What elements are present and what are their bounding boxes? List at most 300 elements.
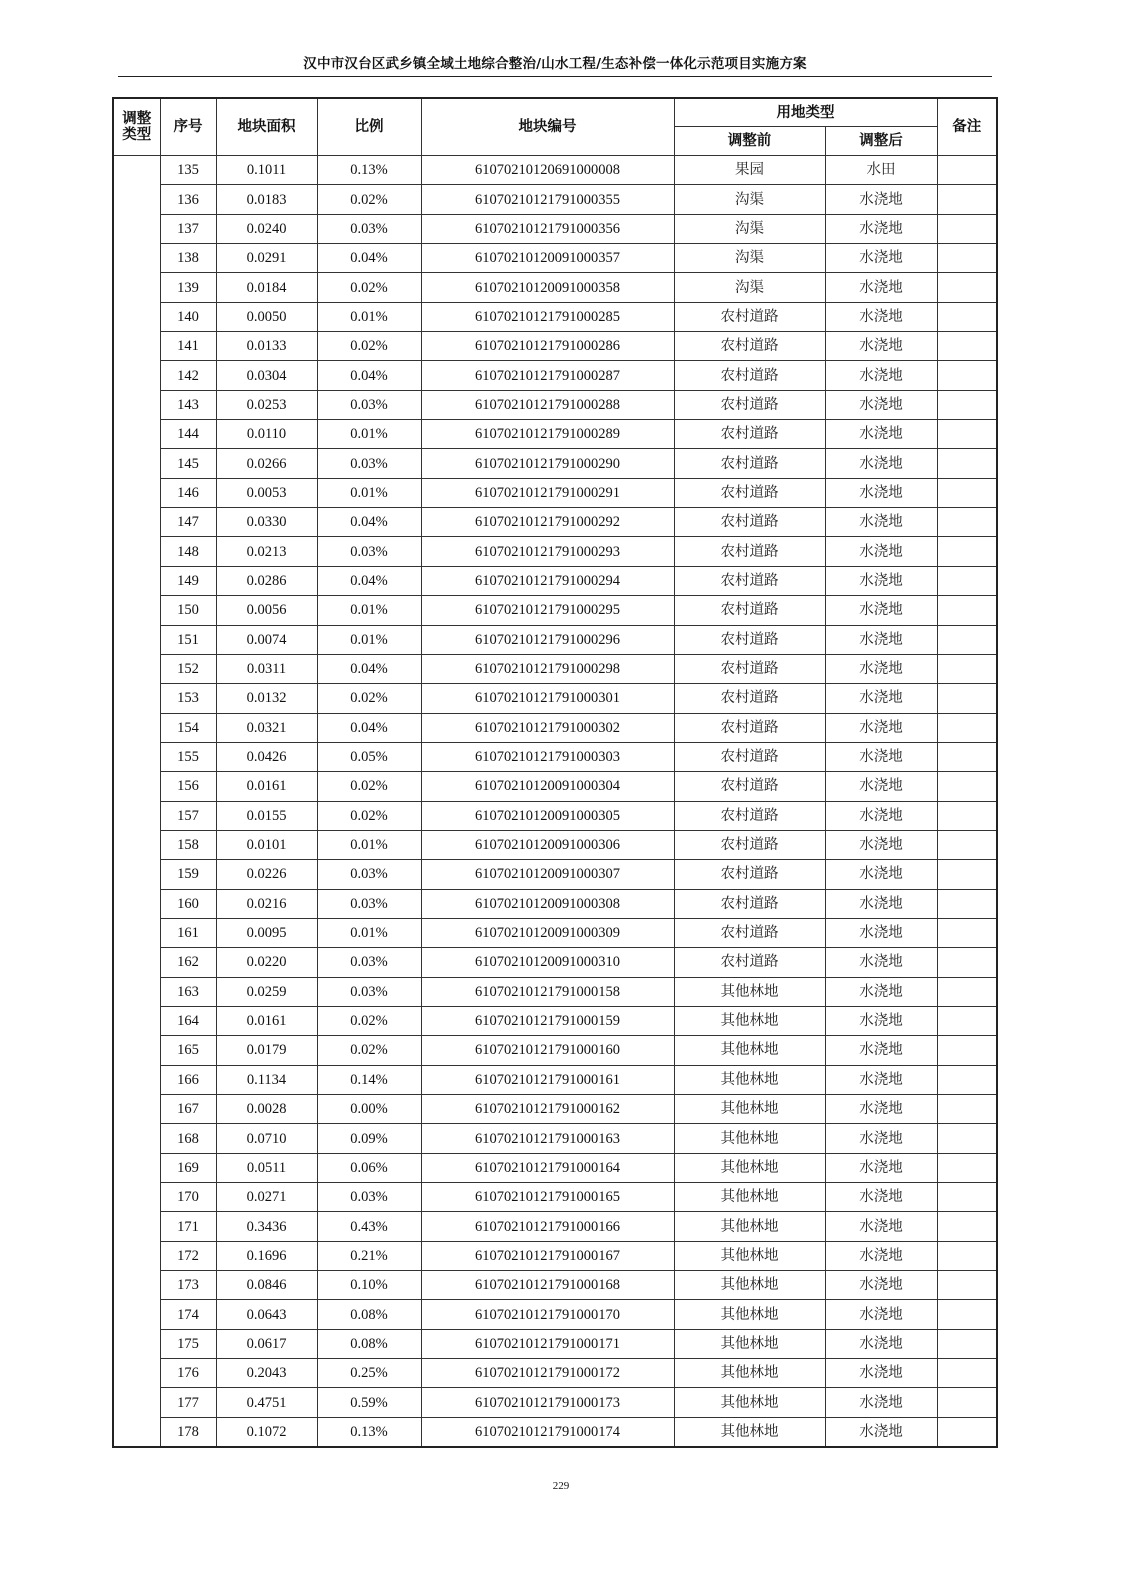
ratio-cell: 0.03%: [317, 214, 421, 243]
remarks-cell: [937, 1212, 997, 1241]
table-row: [113, 1212, 997, 1241]
parcel-id-cell: 61070210120091000358: [421, 273, 674, 302]
header-adjust-type-line1: 调整: [122, 111, 152, 127]
after-type-cell: 水浇地: [825, 948, 937, 977]
remarks-cell: [937, 948, 997, 977]
after-type-cell: 水浇地: [825, 1300, 937, 1329]
after-type-cell: 水浇地: [825, 1124, 937, 1153]
page-header-title: 汉中市汉台区武乡镇全域土地综合整治/山水工程/生态补偿一体化示范项目实施方案: [303, 56, 807, 72]
header-adjust-type: [113, 98, 160, 156]
ratio-cell: 0.02%: [317, 1006, 421, 1035]
seq-cell: 136: [160, 185, 216, 214]
seq-cell: 178: [160, 1417, 216, 1447]
after-type-cell: 水浇地: [825, 214, 937, 243]
after-type-cell: 水浇地: [825, 1271, 937, 1300]
seq-cell: 137: [160, 214, 216, 243]
before-type-cell: 农村道路: [674, 566, 825, 595]
remarks-cell: [937, 860, 997, 889]
ratio-cell: 0.01%: [317, 302, 421, 331]
table-row: [113, 860, 997, 889]
seq-cell: 164: [160, 1006, 216, 1035]
after-type-cell: 水浇地: [825, 1329, 937, 1358]
remarks-cell: [937, 918, 997, 947]
area-cell: 0.0053: [216, 478, 317, 507]
parcel-id-cell: 61070210121791000285: [421, 302, 674, 331]
remarks-cell: [937, 830, 997, 859]
table-row: [113, 889, 997, 918]
area-cell: 0.0184: [216, 273, 317, 302]
after-type-cell: 水浇地: [825, 537, 937, 566]
before-type-cell: 农村道路: [674, 830, 825, 859]
parcel-id-cell: 61070210121791000165: [421, 1183, 674, 1212]
after-type-cell: 水浇地: [825, 684, 937, 713]
remarks-cell: [937, 449, 997, 478]
parcel-id-cell: 61070210121791000303: [421, 742, 674, 771]
after-type-cell: 水浇地: [825, 1183, 937, 1212]
before-type-cell: 农村道路: [674, 772, 825, 801]
table-row: [113, 1124, 997, 1153]
seq-cell: 140: [160, 302, 216, 331]
remarks-cell: [937, 1095, 997, 1124]
table-row: [113, 537, 997, 566]
ratio-cell: 0.13%: [317, 156, 421, 185]
area-cell: 0.0291: [216, 244, 317, 273]
parcel-id-cell: 61070210121791000296: [421, 625, 674, 654]
table-row: [113, 830, 997, 859]
seq-cell: 168: [160, 1124, 216, 1153]
ratio-cell: 0.04%: [317, 654, 421, 683]
before-type-cell: 其他林地: [674, 1271, 825, 1300]
after-type-cell: 水浇地: [825, 801, 937, 830]
before-type-cell: 农村道路: [674, 332, 825, 361]
area-cell: 0.0710: [216, 1124, 317, 1153]
ratio-cell: 0.08%: [317, 1300, 421, 1329]
remarks-cell: [937, 508, 997, 537]
seq-cell: 173: [160, 1271, 216, 1300]
seq-cell: 171: [160, 1212, 216, 1241]
after-type-cell: 水浇地: [825, 625, 937, 654]
seq-cell: 175: [160, 1329, 216, 1358]
before-type-cell: 其他林地: [674, 1417, 825, 1447]
remarks-cell: [937, 801, 997, 830]
seq-cell: 158: [160, 830, 216, 859]
seq-cell: 177: [160, 1388, 216, 1417]
remarks-cell: [937, 302, 997, 331]
area-cell: 0.0110: [216, 420, 317, 449]
after-type-cell: 水浇地: [825, 1212, 937, 1241]
seq-cell: 167: [160, 1095, 216, 1124]
after-type-cell: 水浇地: [825, 772, 937, 801]
area-cell: 0.0226: [216, 860, 317, 889]
remarks-cell: [937, 1300, 997, 1329]
remarks-cell: [937, 566, 997, 595]
ratio-cell: 0.43%: [317, 1212, 421, 1241]
ratio-cell: 0.03%: [317, 860, 421, 889]
after-type-cell: 水浇地: [825, 1241, 937, 1270]
area-cell: 0.0133: [216, 332, 317, 361]
ratio-cell: 0.03%: [317, 449, 421, 478]
parcel-id-cell: 61070210121791000301: [421, 684, 674, 713]
before-type-cell: 其他林地: [674, 1036, 825, 1065]
parcel-id-cell: 61070210120091000308: [421, 889, 674, 918]
parcel-id-cell: 61070210121791000292: [421, 508, 674, 537]
seq-cell: 143: [160, 390, 216, 419]
remarks-cell: [937, 1241, 997, 1270]
header-after: 调整后: [825, 127, 937, 156]
after-type-cell: 水浇地: [825, 449, 937, 478]
parcel-id-cell: 61070210121791000294: [421, 566, 674, 595]
table-row: [113, 596, 997, 625]
ratio-cell: 0.01%: [317, 478, 421, 507]
ratio-cell: 0.03%: [317, 537, 421, 566]
ratio-cell: 0.08%: [317, 1329, 421, 1358]
after-type-cell: 水浇地: [825, 273, 937, 302]
remarks-cell: [937, 478, 997, 507]
after-type-cell: 水浇地: [825, 361, 937, 390]
table-row: [113, 1417, 997, 1447]
area-cell: 0.0056: [216, 596, 317, 625]
area-cell: 0.0050: [216, 302, 317, 331]
ratio-cell: 0.04%: [317, 361, 421, 390]
after-type-cell: 水田: [825, 156, 937, 185]
before-type-cell: 农村道路: [674, 889, 825, 918]
adjust-type-cell: [113, 156, 160, 1448]
area-cell: 0.0259: [216, 977, 317, 1006]
area-cell: 0.0074: [216, 625, 317, 654]
ratio-cell: 0.04%: [317, 244, 421, 273]
before-type-cell: 其他林地: [674, 1006, 825, 1035]
remarks-cell: [937, 742, 997, 771]
remarks-cell: [937, 214, 997, 243]
area-cell: 0.0426: [216, 742, 317, 771]
area-cell: 0.0511: [216, 1153, 317, 1182]
area-cell: 0.0220: [216, 948, 317, 977]
before-type-cell: 其他林地: [674, 1124, 825, 1153]
before-type-cell: 其他林地: [674, 1183, 825, 1212]
ratio-cell: 0.21%: [317, 1241, 421, 1270]
parcel-id-cell: 61070210121791000160: [421, 1036, 674, 1065]
ratio-cell: 0.02%: [317, 273, 421, 302]
area-cell: 0.0028: [216, 1095, 317, 1124]
seq-cell: 174: [160, 1300, 216, 1329]
parcel-id-cell: 61070210120091000304: [421, 772, 674, 801]
ratio-cell: 0.03%: [317, 977, 421, 1006]
seq-cell: 172: [160, 1241, 216, 1270]
seq-cell: 160: [160, 889, 216, 918]
before-type-cell: 农村道路: [674, 684, 825, 713]
area-cell: 0.0095: [216, 918, 317, 947]
parcel-id-cell: 61070210121791000173: [421, 1388, 674, 1417]
ratio-cell: 0.04%: [317, 508, 421, 537]
table-row: [113, 1359, 997, 1388]
header-parcel-id: 地块编号: [421, 98, 674, 156]
before-type-cell: 农村道路: [674, 449, 825, 478]
parcel-id-cell: 61070210121791000166: [421, 1212, 674, 1241]
remarks-cell: [937, 1417, 997, 1447]
remarks-cell: [937, 420, 997, 449]
table-row: [113, 185, 997, 214]
after-type-cell: 水浇地: [825, 1095, 937, 1124]
before-type-cell: 其他林地: [674, 1329, 825, 1358]
area-cell: 0.0846: [216, 1271, 317, 1300]
header-remarks: 备注: [937, 98, 997, 156]
remarks-cell: [937, 156, 997, 185]
before-type-cell: 农村道路: [674, 948, 825, 977]
seq-cell: 157: [160, 801, 216, 830]
after-type-cell: 水浇地: [825, 478, 937, 507]
seq-cell: 139: [160, 273, 216, 302]
remarks-cell: [937, 772, 997, 801]
remarks-cell: [937, 361, 997, 390]
before-type-cell: 农村道路: [674, 625, 825, 654]
table-row: [113, 1065, 997, 1094]
parcel-id-cell: 61070210121791000174: [421, 1417, 674, 1447]
table-row: [113, 1006, 997, 1035]
area-cell: 0.0216: [216, 889, 317, 918]
area-cell: 0.2043: [216, 1359, 317, 1388]
parcel-id-cell: 61070210121791000171: [421, 1329, 674, 1358]
ratio-cell: 0.25%: [317, 1359, 421, 1388]
before-type-cell: 农村道路: [674, 537, 825, 566]
area-cell: 0.0643: [216, 1300, 317, 1329]
table-body: [113, 156, 997, 1448]
after-type-cell: 水浇地: [825, 1417, 937, 1447]
parcel-id-cell: 61070210121791000355: [421, 185, 674, 214]
ratio-cell: 0.03%: [317, 1183, 421, 1212]
table-row: [113, 302, 997, 331]
table-row: [113, 1300, 997, 1329]
parcel-id-cell: 61070210121791000287: [421, 361, 674, 390]
after-type-cell: 水浇地: [825, 654, 937, 683]
after-type-cell: 水浇地: [825, 332, 937, 361]
ratio-cell: 0.00%: [317, 1095, 421, 1124]
before-type-cell: 农村道路: [674, 596, 825, 625]
area-cell: 0.0330: [216, 508, 317, 537]
table-row: [113, 361, 997, 390]
table-row: [113, 244, 997, 273]
parcel-id-cell: 61070210121791000290: [421, 449, 674, 478]
remarks-cell: [937, 684, 997, 713]
table-row: [113, 742, 997, 771]
area-cell: 0.1072: [216, 1417, 317, 1447]
ratio-cell: 0.09%: [317, 1124, 421, 1153]
table-row: [113, 713, 997, 742]
ratio-cell: 0.02%: [317, 772, 421, 801]
after-type-cell: 水浇地: [825, 1153, 937, 1182]
area-cell: 0.3436: [216, 1212, 317, 1241]
table-row: [113, 654, 997, 683]
ratio-cell: 0.02%: [317, 1036, 421, 1065]
before-type-cell: 农村道路: [674, 508, 825, 537]
ratio-cell: 0.01%: [317, 830, 421, 859]
ratio-cell: 0.03%: [317, 889, 421, 918]
after-type-cell: 水浇地: [825, 860, 937, 889]
after-type-cell: 水浇地: [825, 420, 937, 449]
ratio-cell: 0.03%: [317, 948, 421, 977]
table-row: [113, 918, 997, 947]
parcel-id-cell: 61070210121791000161: [421, 1065, 674, 1094]
seq-cell: 170: [160, 1183, 216, 1212]
header-adjust-type-line2: 类型: [122, 127, 152, 143]
area-cell: 0.0321: [216, 713, 317, 742]
area-cell: 0.1011: [216, 156, 317, 185]
table-row: [113, 801, 997, 830]
before-type-cell: 其他林地: [674, 1095, 825, 1124]
after-type-cell: 水浇地: [825, 713, 937, 742]
ratio-cell: 0.59%: [317, 1388, 421, 1417]
area-cell: 0.1134: [216, 1065, 317, 1094]
ratio-cell: 0.01%: [317, 625, 421, 654]
table-row: [113, 420, 997, 449]
remarks-cell: [937, 1065, 997, 1094]
table-row: [113, 214, 997, 243]
area-cell: 0.0304: [216, 361, 317, 390]
before-type-cell: 其他林地: [674, 977, 825, 1006]
ratio-cell: 0.01%: [317, 420, 421, 449]
area-cell: 0.0161: [216, 772, 317, 801]
parcel-id-cell: 61070210120091000309: [421, 918, 674, 947]
parcel-id-cell: 61070210121791000162: [421, 1095, 674, 1124]
remarks-cell: [937, 713, 997, 742]
seq-cell: 135: [160, 156, 216, 185]
before-type-cell: 沟渠: [674, 214, 825, 243]
seq-cell: 145: [160, 449, 216, 478]
parcel-id-cell: 61070210121791000295: [421, 596, 674, 625]
parcel-id-cell: 61070210120091000306: [421, 830, 674, 859]
ratio-cell: 0.06%: [317, 1153, 421, 1182]
before-type-cell: 其他林地: [674, 1300, 825, 1329]
after-type-cell: 水浇地: [825, 1006, 937, 1035]
seq-cell: 138: [160, 244, 216, 273]
table-row: [113, 332, 997, 361]
after-type-cell: 水浇地: [825, 1065, 937, 1094]
remarks-cell: [937, 596, 997, 625]
before-type-cell: 沟渠: [674, 185, 825, 214]
table-row: [113, 1388, 997, 1417]
after-type-cell: 水浇地: [825, 977, 937, 1006]
table-row: [113, 1241, 997, 1270]
area-cell: 0.0266: [216, 449, 317, 478]
after-type-cell: 水浇地: [825, 1388, 937, 1417]
area-cell: 0.0101: [216, 830, 317, 859]
parcel-id-cell: 61070210121791000168: [421, 1271, 674, 1300]
ratio-cell: 0.01%: [317, 596, 421, 625]
parcel-id-cell: 61070210120091000307: [421, 860, 674, 889]
ratio-cell: 0.04%: [317, 713, 421, 742]
table-row: [113, 1183, 997, 1212]
table-row: [113, 156, 997, 185]
area-cell: 0.0253: [216, 390, 317, 419]
remarks-cell: [937, 1036, 997, 1065]
ratio-cell: 0.05%: [317, 742, 421, 771]
remarks-cell: [937, 1329, 997, 1358]
after-type-cell: 水浇地: [825, 566, 937, 595]
area-cell: 0.0183: [216, 185, 317, 214]
ratio-cell: 0.14%: [317, 1065, 421, 1094]
area-cell: 0.0155: [216, 801, 317, 830]
table-row: [113, 566, 997, 595]
seq-cell: 159: [160, 860, 216, 889]
seq-cell: 141: [160, 332, 216, 361]
parcel-id-cell: 61070210121791000291: [421, 478, 674, 507]
remarks-cell: [937, 1006, 997, 1035]
remarks-cell: [937, 1124, 997, 1153]
remarks-cell: [937, 654, 997, 683]
remarks-cell: [937, 390, 997, 419]
parcel-id-cell: 61070210121791000286: [421, 332, 674, 361]
header-seq: 序号: [160, 98, 216, 156]
remarks-cell: [937, 1153, 997, 1182]
table-row: [113, 449, 997, 478]
after-type-cell: 水浇地: [825, 390, 937, 419]
ratio-cell: 0.03%: [317, 390, 421, 419]
after-type-cell: 水浇地: [825, 1036, 937, 1065]
remarks-cell: [937, 185, 997, 214]
before-type-cell: 农村道路: [674, 478, 825, 507]
parcel-id-cell: 61070210121791000302: [421, 713, 674, 742]
before-type-cell: 其他林地: [674, 1359, 825, 1388]
before-type-cell: 农村道路: [674, 860, 825, 889]
remarks-cell: [937, 977, 997, 1006]
before-type-cell: 农村道路: [674, 801, 825, 830]
header-land-use-type: 用地类型: [674, 98, 937, 127]
seq-cell: 162: [160, 948, 216, 977]
seq-cell: 156: [160, 772, 216, 801]
seq-cell: 146: [160, 478, 216, 507]
before-type-cell: 农村道路: [674, 713, 825, 742]
ratio-cell: 0.04%: [317, 566, 421, 595]
table-row: [113, 1036, 997, 1065]
parcel-id-cell: 61070210121791000164: [421, 1153, 674, 1182]
before-type-cell: 农村道路: [674, 361, 825, 390]
table-row: [113, 948, 997, 977]
area-cell: 0.0132: [216, 684, 317, 713]
area-cell: 0.0179: [216, 1036, 317, 1065]
before-type-cell: 其他林地: [674, 1212, 825, 1241]
after-type-cell: 水浇地: [825, 918, 937, 947]
seq-cell: 155: [160, 742, 216, 771]
parcel-id-cell: 61070210120691000008: [421, 156, 674, 185]
before-type-cell: 其他林地: [674, 1065, 825, 1094]
ratio-cell: 0.02%: [317, 185, 421, 214]
ratio-cell: 0.10%: [317, 1271, 421, 1300]
seq-cell: 142: [160, 361, 216, 390]
after-type-cell: 水浇地: [825, 742, 937, 771]
ratio-cell: 0.13%: [317, 1417, 421, 1447]
header-area: 地块面积: [216, 98, 317, 156]
before-type-cell: 其他林地: [674, 1241, 825, 1270]
seq-cell: 153: [160, 684, 216, 713]
ratio-cell: 0.02%: [317, 332, 421, 361]
remarks-cell: [937, 332, 997, 361]
parcel-id-cell: 61070210121791000172: [421, 1359, 674, 1388]
seq-cell: 150: [160, 596, 216, 625]
remarks-cell: [937, 1271, 997, 1300]
table-row: [113, 1329, 997, 1358]
area-cell: 0.4751: [216, 1388, 317, 1417]
parcel-id-cell: 61070210120091000357: [421, 244, 674, 273]
parcel-id-cell: 61070210121791000163: [421, 1124, 674, 1153]
before-type-cell: 农村道路: [674, 918, 825, 947]
parcel-id-cell: 61070210121791000293: [421, 537, 674, 566]
parcel-id-cell: 61070210121791000356: [421, 214, 674, 243]
seq-cell: 148: [160, 537, 216, 566]
land-adjustment-table: [112, 97, 998, 1448]
table-row: [113, 508, 997, 537]
remarks-cell: [937, 625, 997, 654]
parcel-id-cell: 61070210120091000310: [421, 948, 674, 977]
after-type-cell: 水浇地: [825, 185, 937, 214]
